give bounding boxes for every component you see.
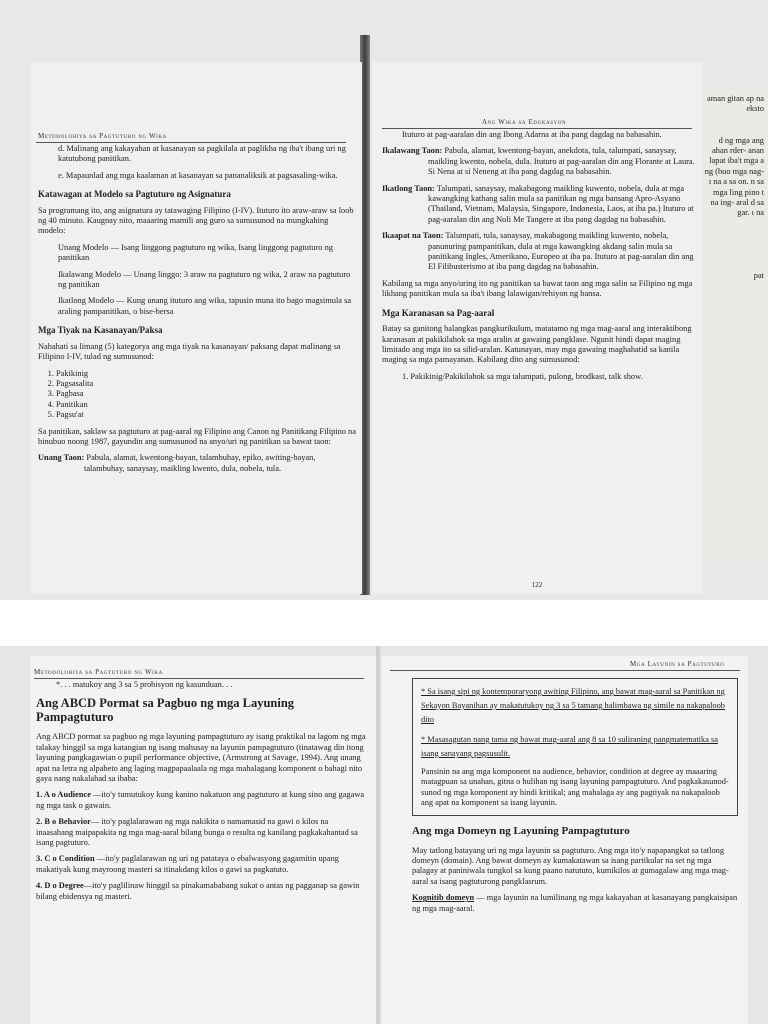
component-item [36,817,366,848]
page-body [36,680,366,908]
page-number: 122 [531,581,543,589]
component-label: 1. A o Audience [36,790,91,800]
paragraph: Batay sa ganitong balangkas pangkurikulum, matatamo ng mga mag-aaral ang interaktibong karanasan at pakikilahok sa mga aralin at gawaing pangklase. Ngunit hindi dapat maging limitado ang mga ito sa silid-aralan. Katunayan, may mga gawaing maghahatid sa kanila maging sa mga pamayanan. Kabilang dito ang sumusunod: [382,324,692,365]
list-item: 1. Pakikinig [56,369,356,379]
paragraph: Ituturo at pag-aaralan din ang Ibong Adarna at iba pang dagdag na babasahin. [402,130,662,139]
paragraph [412,893,738,914]
running-header: Metodolohiya sa Pagtuturo ng Wika [38,132,167,140]
year-entry [38,453,356,474]
component-label: 3. C o Condition [36,854,95,864]
box-paragraph: Pansinin na ang mga komponent na audience, behavior, condition at degree ay maaaring matagpuan sa unahan, gitna o hulihan ng isang layuning pampagtuturo. And pagkakasunod-sunod ng mga komponent ay hindi kritikal; ang mahalaga ay ang pagtiyak na nakapaloob ang apat na komponent sa isang layunin. [421,767,729,808]
year-text: Talumpati, tula, sanaysay, makabagong maikling kuwento, nobela, panunuring pampanitikan, dula at mga kawangking akdang salin mula sa panitikang Ingles, Amerikano, Europeo at iba pa. Ituturo at pag-aaralan din ang El Filibusterismo at iba pang dagdag na babasahin. [428,231,694,272]
paragraph: May tatlong batayang uri ng mga layunin sa pagtuturo. Ang mga ito'y napapangkat sa tatlong domeyn (domain). Ang bawat domeyn ay kumakatawan sa isang partikular na set ng mga palagay at paniniwala tungkol sa kung paano natututo, kumikilos at gumagalaw ang mga mag-aaral sa isang pagtuturong pangklasrum. [412,845,729,886]
page-body [38,144,356,480]
paragraph: Sa programang ito, ang asignatura ay tatawaging Filipino (I-IV). Ituturo ito araw-araw sa loob ng 40 minuto. Kaugnay nito, maaaring mamili ang guro sa sumusunod na mungkahing modelo: [38,205,354,236]
list-item: 5. Pagsu'at [56,410,356,420]
component-text: —ito'y paglilinaw hinggil sa pinakamababang sukat o antas ng pagganap sa gawin bilang ebidensya ng masteri. [36,881,360,901]
header-rule [382,128,692,129]
quote-line: *. . . matukoy ang 3 sa 5 probisyon ng kasunduan. . . [56,680,233,689]
year-text: Pabula, alamat, kwentong-bayan, talambuhay, epiko, awiting-bayan, talambuhay, sanaysay, maikling kwento, dula, nobela, tula. [84,453,316,473]
year-label: Ikaapat na Taon: [382,231,444,241]
section-heading: Ang mga Domeyn ng Layuning Pampagtuturo [412,824,630,837]
bottom-left-page [30,656,376,1024]
page-title: Ang ABCD Pormat sa Pagbuo ng mga Layuning Pampagtuturo [36,696,295,725]
year-entry [382,184,696,226]
header-rule [36,142,346,143]
year-text: Talumpati, sanaysay, makabagong maikling kuwento, nobela, dula at mga kawangking kathang salin mula sa panitikan ng mga bansang Apro-Asyano (Thailand, Vietnam, Malaysia, Singapore, Indonesia, Laos, at iba pa.) Ituturo at pag-aaralan din ang Noli Me Tangere at iba pang dagdag na babasahin. [428,183,694,224]
page-body [382,130,696,388]
year-label: Ikalawang Taon: [382,146,443,156]
component-text: —ito'y paglalarawan ng uri ng patataya o ebalwasyong gagamitin upang makatiyak kung mayroong masteri sa itinakdang kilos o gawi sa pagkatuto. [36,854,339,874]
section-heading: Mga Tiyak na Kasanayan/Paksa [38,325,163,336]
list-item: 4. Panitikan [56,400,356,410]
list-item: 2. Pagsasalita [56,379,356,389]
component-label: 4. D o Degree [36,881,84,891]
domain-label: Kognitib domeyn [412,893,475,903]
component-item [36,881,366,902]
example-box [412,678,738,816]
model-item: Ikatlong Modelo — Kung unang ituturo ang wika, tapusin muna ito bago magsimula sa araling pampanitikan, o bise-bersa [58,296,352,316]
section-heading: Mga Karanasan sa Pag-aaral [382,307,495,318]
model-item: Unang Modelo — Isang linggong pagtuturo ng wika, Isang linggong pagtuturo ng panitikan [58,242,333,263]
edge-text: aman gitan ap na eksto d ng mga ang ahan rder- anan lapat iba't mga a ng (buo mga nag- ı na a sa on. n sa mga ling pino t na ing- aral d sa gar. ı na pat [704,94,764,280]
objective-e: e. Mapaunlad ang mga kaalaman at kasanayan sa pananaliksik at pagsasaling-wika. [58,170,338,180]
next-page-edge [704,90,768,560]
year-entry [382,146,696,177]
domain-text: — mga layunin na lumilinang ng mga kakayahan at kasanayang pangkaisipan ng mga mag-aaral. [412,893,738,913]
example-objective: * Sa isang sipi ng kontemporaryong awiting Filipino, ang bawat mag-aaral sa Panitikan ng Sekayon Bayanihan ay makatutukoy ng 3 sa 5 tamang halimbawa ng simile na nakapaloob dito [421,687,725,724]
running-header: Mga Layunin sa Pagtuturo [630,660,725,668]
header-rule [34,678,364,679]
skills-list [38,369,356,421]
component-text: —ito'y tumutukoy kung kanino nakatuon ang pagtuturo at kung sino ang gagawa ng mga task o gawain. [36,790,365,810]
component-item [36,790,366,811]
year-label: Ikatlong Taon: [382,183,435,193]
paragraph: Nahahati sa limang (5) kategorya ang mga tiyak na kasanayan/ paksang dapat malinang sa Filipino I-IV, tulad ng sumusunod: [38,341,341,362]
year-text: Pabula, alamat, kwentong-bayan, anekdota, tula, talumpati, sanaysay, maikling kwento, nobela, dula. Ituturo at pag-aaralan din ang Florante at Laura. Si Nena at si Neneng at iba pang dagdag na babasahin. [428,146,695,177]
page-body [412,678,738,920]
list-item: 1. Pakikinig/Pakikilahok sa mga talumpati, pulong, brodkast, talk show. [402,371,643,381]
component-item [36,854,366,875]
top-right-page [372,62,702,594]
page-gap [0,600,768,646]
year-label: Unang Taon: [38,453,85,463]
section-heading: Katawagan at Modelo sa Pagtuturo ng Asignatura [38,189,231,200]
paragraph: Kabilang sa mga anyo/uring ito ng panitikan sa bawat taon ang mga salin sa Filipino ng mga likhang panitikan mula sa iba't ibang lalawigan/rehiyon ng bansa. [382,278,693,299]
top-left-page [30,62,362,594]
paragraph: Ang ABCD pormat sa pagbuo ng mga layuning pampagtuturo ay isang praktikal na lagom ng mga talakay hinggil sa mga katangian ng isang mahusay na layunin pampagtuturo (tinatawag din itong layuning pangkagawian o pupil performance objective, (Armstrong at Savage, 1994). Ang unang apat na letra ng alpabeto ang laging magpapaalaala ng mga mahalagang komponent o bahagi nito gaya nang nakalahad sa ibaba: [36,732,366,784]
bottom-spread-photo [0,646,768,1024]
year-entry [382,231,696,273]
model-item: Ikalawang Modelo — Unang linggo: 3 araw na pagtuturo ng wika, 2 araw na pagtuturo ng panitikan [58,269,351,290]
component-label: 2. B o Behavior [36,817,91,827]
list-item: 3. Pagbasa [56,389,356,399]
objective-d: d. Malinang ang kakayahan at kasanayan sa pagkilala at paglikha ng iba't ibang uri ng katutubong panitikan. [58,144,346,164]
bottom-right-page [382,656,748,1024]
paragraph: Sa panitikan, saklaw sa pagtuturo at pag-aaral ng Filipino ang Canon ng Panitikang Filipino na binubuo noong 1987, gayundin ang sumusunod na anyo/uri ng panitikan sa bawat taon: [38,426,356,446]
running-header: Ang Wika sa Edukasyon [482,118,567,126]
header-rule [390,670,740,671]
example-objective: * Masasagutan nang tama ng bawat mag-aaral ang 8 sa 10 suliraning pangmatematika sa isang sanayang pagsusulit. [421,735,718,758]
book-spine [376,646,380,1024]
running-header: Metodolohiya sa Pagtuturo ng Wika [34,668,163,676]
component-text: — ito'y paglalarawan ng mga nakikita o namamasid na gawi o kilos na inaasahang maipapakita ng mga mag-aaral bilang bunga o resulta ng kanilang pagkakahantad sa isang pagtuturo. [36,817,358,848]
